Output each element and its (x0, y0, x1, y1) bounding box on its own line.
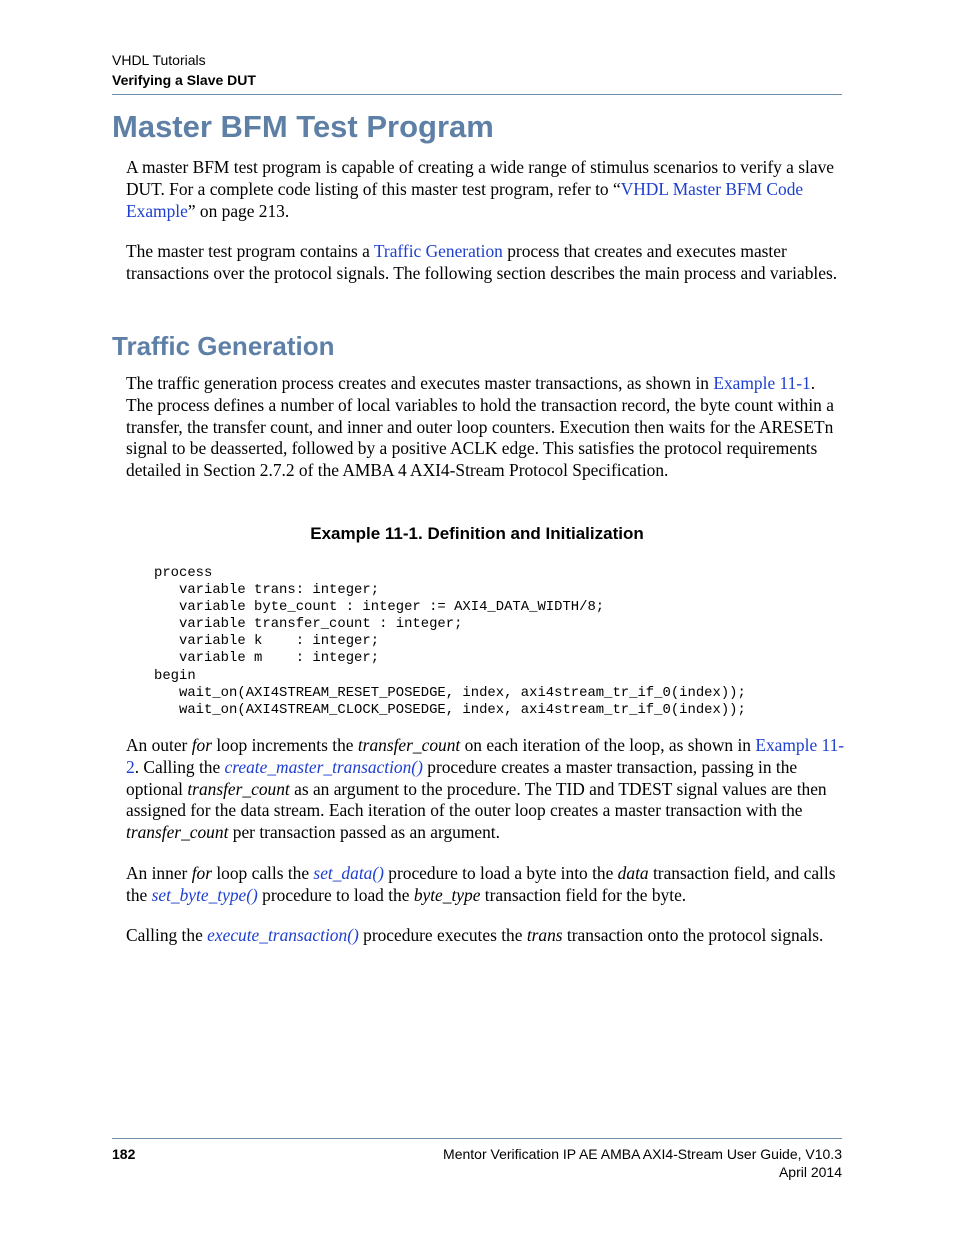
link-vhdl-master-bfm-code-example[interactable]: VHDL Master BFM Code Example (126, 178, 804, 221)
link-example-11-2[interactable]: Example 11-2 (126, 735, 845, 777)
body-text: per transaction passed as an argument. (228, 822, 500, 843)
footer-date: April 2014 (778, 1164, 842, 1180)
italic-term: transfer_count (187, 778, 290, 799)
link-execute-transaction[interactable]: execute_transaction() (207, 925, 359, 945)
body-text: The traffic generation process creates and executes master transactions, as shown in (126, 373, 714, 393)
running-header-subsection: Verifying a Slave DUT (112, 72, 256, 88)
body-text: . The process defines a number of local variables to hold the transaction record, the byte count within a transfer, the transfer count, and inner and outer loop counters. Execution then waits for the ARESETn signal to be deasserted, followed by a positive ACLK edge. This satisfies the protocol requirements detailed in Section 2.7.2 of the AMBA 4 AXI4-Stream Protocol Specification. (126, 373, 834, 481)
intro-paragraph-2 (126, 241, 846, 285)
italic-term: transfer_count (126, 822, 229, 843)
body-text: loop calls the (211, 863, 314, 883)
running-header-section: VHDL Tutorials (112, 52, 206, 68)
code-listing (154, 565, 746, 719)
italic-term: data (617, 863, 649, 883)
code-line: process (154, 565, 213, 581)
code-line: variable k : integer; (154, 633, 380, 650)
intro-paragraph-1 (126, 157, 846, 222)
body-text: as an argument to the procedure. The TID and TDEST signal values are then assigned for the data stream. Each iteration of the outer loop creates a master transaction with the (126, 778, 827, 821)
page-number: 182 (112, 1146, 136, 1162)
body-text: transaction onto the protocol signals. (562, 925, 824, 945)
footer-rule (112, 1138, 842, 1139)
section-paragraph-2 (126, 735, 846, 844)
intro-text: A master BFM test program is capable of creating a wide range of stimulus scenarios to verify a slave DUT. For a complete code listing of this master test program, refer to “ (126, 157, 834, 199)
code-line: variable transfer_count : integer; (154, 616, 463, 633)
footer-guide-title: Mentor Verification IP AE AMBA AXI4-Stream User Guide, V10.3 (443, 1146, 842, 1162)
italic-term: byte_type (413, 884, 481, 905)
body-text: procedure to load the (257, 884, 414, 905)
intro-text: The master test program contains a (126, 241, 374, 261)
body-text: procedure executes the (358, 925, 527, 945)
section-paragraph-3 (126, 863, 846, 907)
body-text: procedure to load a byte into the (383, 863, 618, 883)
body-text: An outer (126, 735, 192, 755)
body-text: on each iteration of the loop, as shown in (460, 735, 756, 755)
link-set-data[interactable]: set_data() (313, 863, 384, 883)
code-line: begin (154, 667, 196, 684)
intro-text: ” on page 213. (187, 200, 290, 221)
body-text: transaction field, and calls the (126, 863, 836, 905)
code-line: variable trans: integer; (154, 582, 380, 599)
section-title: Traffic Generation (112, 331, 335, 361)
code-line: wait_on(AXI4STREAM_RESET_POSEDGE, index, axi4stream_tr_if_0(index)); (154, 684, 746, 701)
italic-term: trans (526, 925, 563, 945)
link-set-byte-type[interactable]: set_byte_type() (151, 884, 258, 905)
section-paragraph-1 (126, 373, 846, 482)
code-line: wait_on(AXI4STREAM_CLOCK_POSEDGE, index, axi4stream_tr_if_0(index)); (154, 701, 746, 718)
body-text: . Calling the (134, 756, 225, 777)
body-text: Calling the (126, 925, 208, 945)
code-line: variable m : integer; (154, 650, 380, 667)
italic-term: transfer_count (357, 735, 461, 755)
body-text: transaction field for the byte. (480, 884, 687, 905)
intro-text: process that creates and executes master transactions over the protocol signals. The following section describes the main process and variables. (126, 241, 838, 283)
example-caption: Example 11-1. Definition and Initialization (310, 524, 644, 543)
link-traffic-generation[interactable]: Traffic Generation (373, 241, 503, 261)
italic-term: for (191, 735, 212, 755)
link-create-master-transaction[interactable]: create_master_transaction() (224, 756, 423, 777)
link-example-11-1[interactable]: Example 11-1 (713, 373, 811, 393)
body-text: procedure creates a master transaction, passing in the optional (126, 756, 798, 799)
section-paragraph-4 (126, 925, 846, 947)
page-title: Master BFM Test Program (112, 109, 494, 144)
header-rule (112, 94, 842, 95)
italic-term: for (191, 863, 212, 883)
body-text: loop increments the (211, 735, 358, 755)
code-line: variable byte_count : integer := AXI4_DATA_WIDTH/8; (154, 599, 605, 616)
body-text: An inner (126, 863, 192, 883)
